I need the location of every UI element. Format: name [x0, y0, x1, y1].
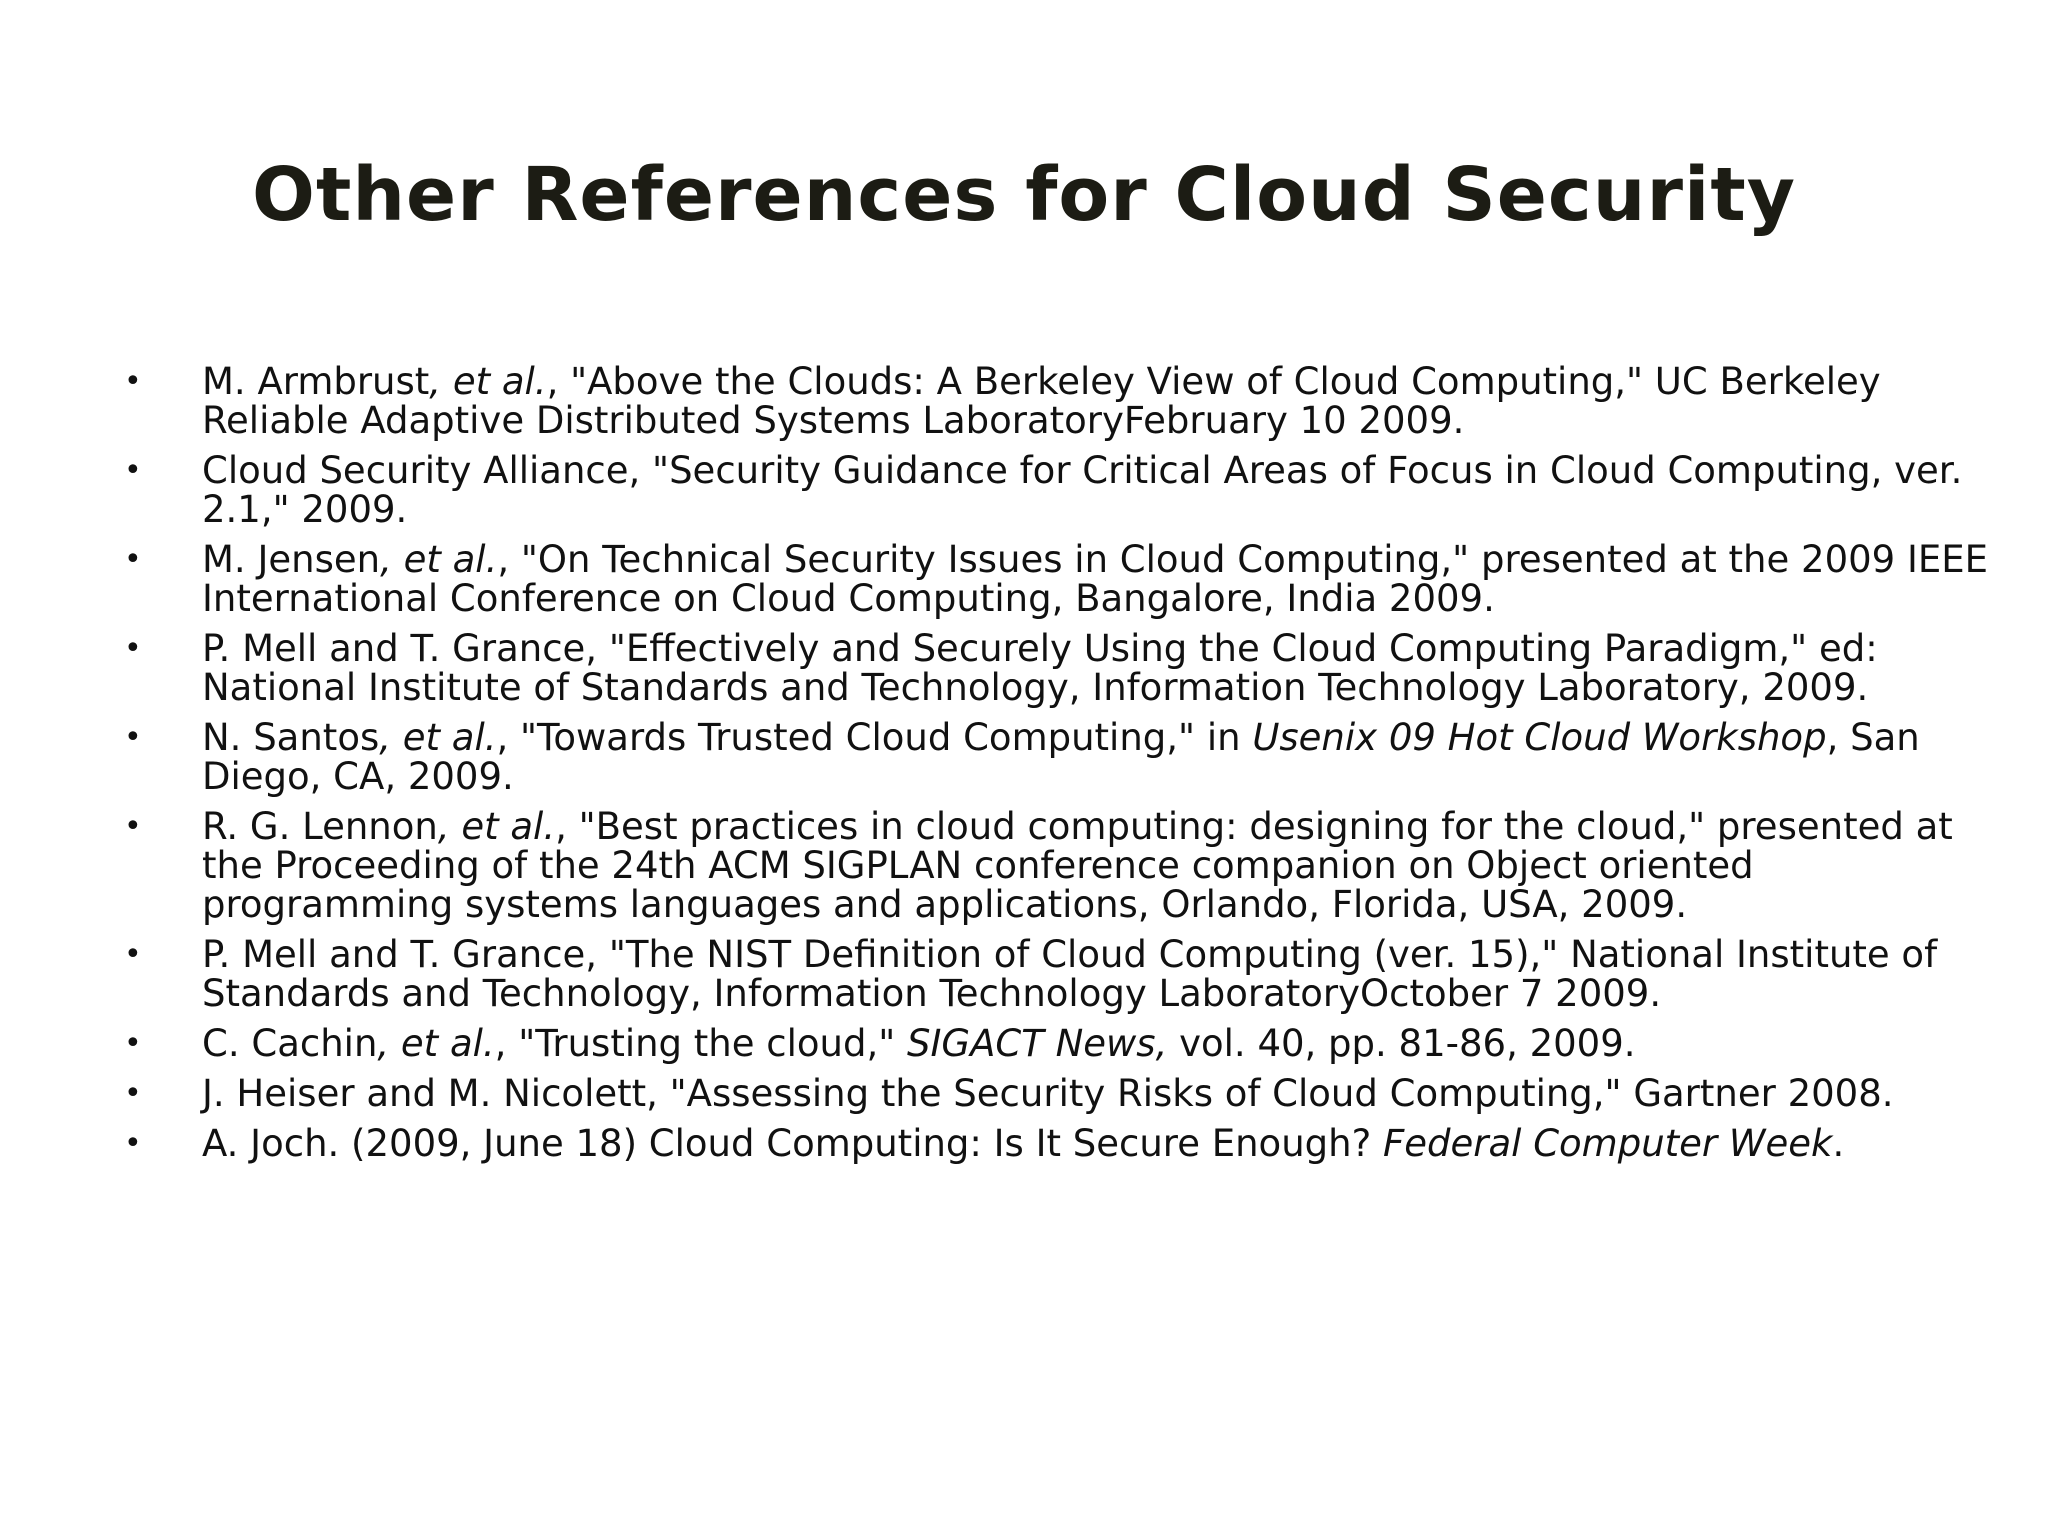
bullet-icon: • [124, 937, 142, 972]
reference-item [0, 540, 2048, 618]
reference-run: . [1832, 1122, 1845, 1165]
reference-run: C. Cachin [202, 1022, 378, 1065]
reference-text [202, 538, 1988, 620]
reference-run: vol. 40, pp. 81-86, 2009. [1167, 1022, 1636, 1065]
bullet-icon: • [124, 720, 142, 755]
bullet-icon: • [124, 631, 142, 666]
reference-text [202, 1072, 1894, 1115]
reference-run: P. Mell and T. Grance, "The NIST Definition of Cloud Computing (ver. 15)," National Institute of Standards and Technology, Information Technology LaboratoryOctober 7 2009. [202, 933, 1938, 1015]
reference-run: M. Jensen [202, 538, 381, 581]
bullet-icon: • [124, 542, 142, 577]
reference-italic-run: Usenix 09 Hot Cloud Workshop [1252, 716, 1827, 759]
reference-item [0, 1024, 2048, 1063]
reference-run: , "Above the Clouds: A Berkeley View of Cloud Computing," UC Berkeley Reliable Adaptive Distributed Systems LaboratoryFebruary 10 2009. [202, 360, 1881, 442]
reference-run: , San Diego, CA, 2009. [202, 716, 1920, 798]
reference-item [0, 362, 2048, 440]
bullet-icon: • [124, 453, 142, 488]
reference-run: N. Santos [202, 716, 380, 759]
bullet-icon: • [124, 809, 142, 844]
reference-text [202, 360, 1881, 442]
reference-run: R. G. Lennon [202, 805, 438, 848]
reference-italic-run: , et al. [429, 360, 547, 403]
reference-item [0, 807, 2048, 924]
bullet-icon: • [124, 364, 142, 399]
reference-text [202, 449, 1962, 531]
reference-item [0, 935, 2048, 1013]
reference-list [0, 362, 2048, 1174]
reference-italic-run: , et al. [379, 716, 497, 759]
bullet-icon: • [124, 1126, 142, 1161]
reference-item [0, 1074, 2048, 1113]
reference-italic-run: Federal Computer Week [1382, 1122, 1833, 1165]
reference-text [202, 1022, 1636, 1065]
bullet-icon: • [124, 1026, 142, 1061]
reference-run: P. Mell and T. Grance, "Effectively and Securely Using the Cloud Computing Paradigm," ed: National Institute of Standards and Technology, Information Technology Laboratory, 2009. [202, 627, 1878, 709]
reference-run: Cloud Security Alliance, "Security Guidance for Critical Areas of Focus in Cloud Computing, ver. 2.1," 2009. [202, 449, 1963, 531]
bullet-icon: • [124, 1076, 142, 1111]
reference-italic-run: SIGACT News, [907, 1022, 1168, 1065]
reference-text [202, 716, 1920, 798]
reference-italic-run: , et al. [380, 538, 498, 581]
reference-italic-run: , et al. [377, 1022, 495, 1065]
reference-italic-run: , et al. [437, 805, 556, 848]
reference-item [0, 629, 2048, 707]
reference-run: , "Trusting the cloud," [494, 1022, 908, 1065]
reference-run: J. Heiser and M. Nicolett, "Assessing the Security Risks of Cloud Computing," Gartner 2008. [202, 1072, 1894, 1115]
reference-text [202, 805, 1953, 926]
slide-title: Other References for Cloud Security [252, 152, 1796, 238]
reference-item [0, 1124, 2048, 1163]
reference-text [202, 627, 1878, 709]
reference-run: , "Best practices in cloud computing: designing for the cloud," presented at the Proceeding of the 24th ACM SIGPLAN conference companion on Object oriented programming systems languages and applications, Orlando, Florida, USA, 2009. [202, 805, 1953, 926]
reference-text [202, 933, 1937, 1015]
reference-text [202, 1122, 1844, 1165]
reference-run: A. Joch. (2009, June 18) Cloud Computing: Is It Secure Enough? [202, 1122, 1383, 1165]
reference-run: , "On Technical Security Issues in Cloud Computing," presented at the 2009 IEEE International Conference on Cloud Computing, Bangalore, India 2009. [202, 538, 1989, 620]
reference-run: , "Towards Trusted Cloud Computing," in [496, 716, 1253, 759]
reference-item [0, 718, 2048, 796]
reference-item [0, 451, 2048, 529]
reference-run: M. Armbrust [202, 360, 430, 403]
